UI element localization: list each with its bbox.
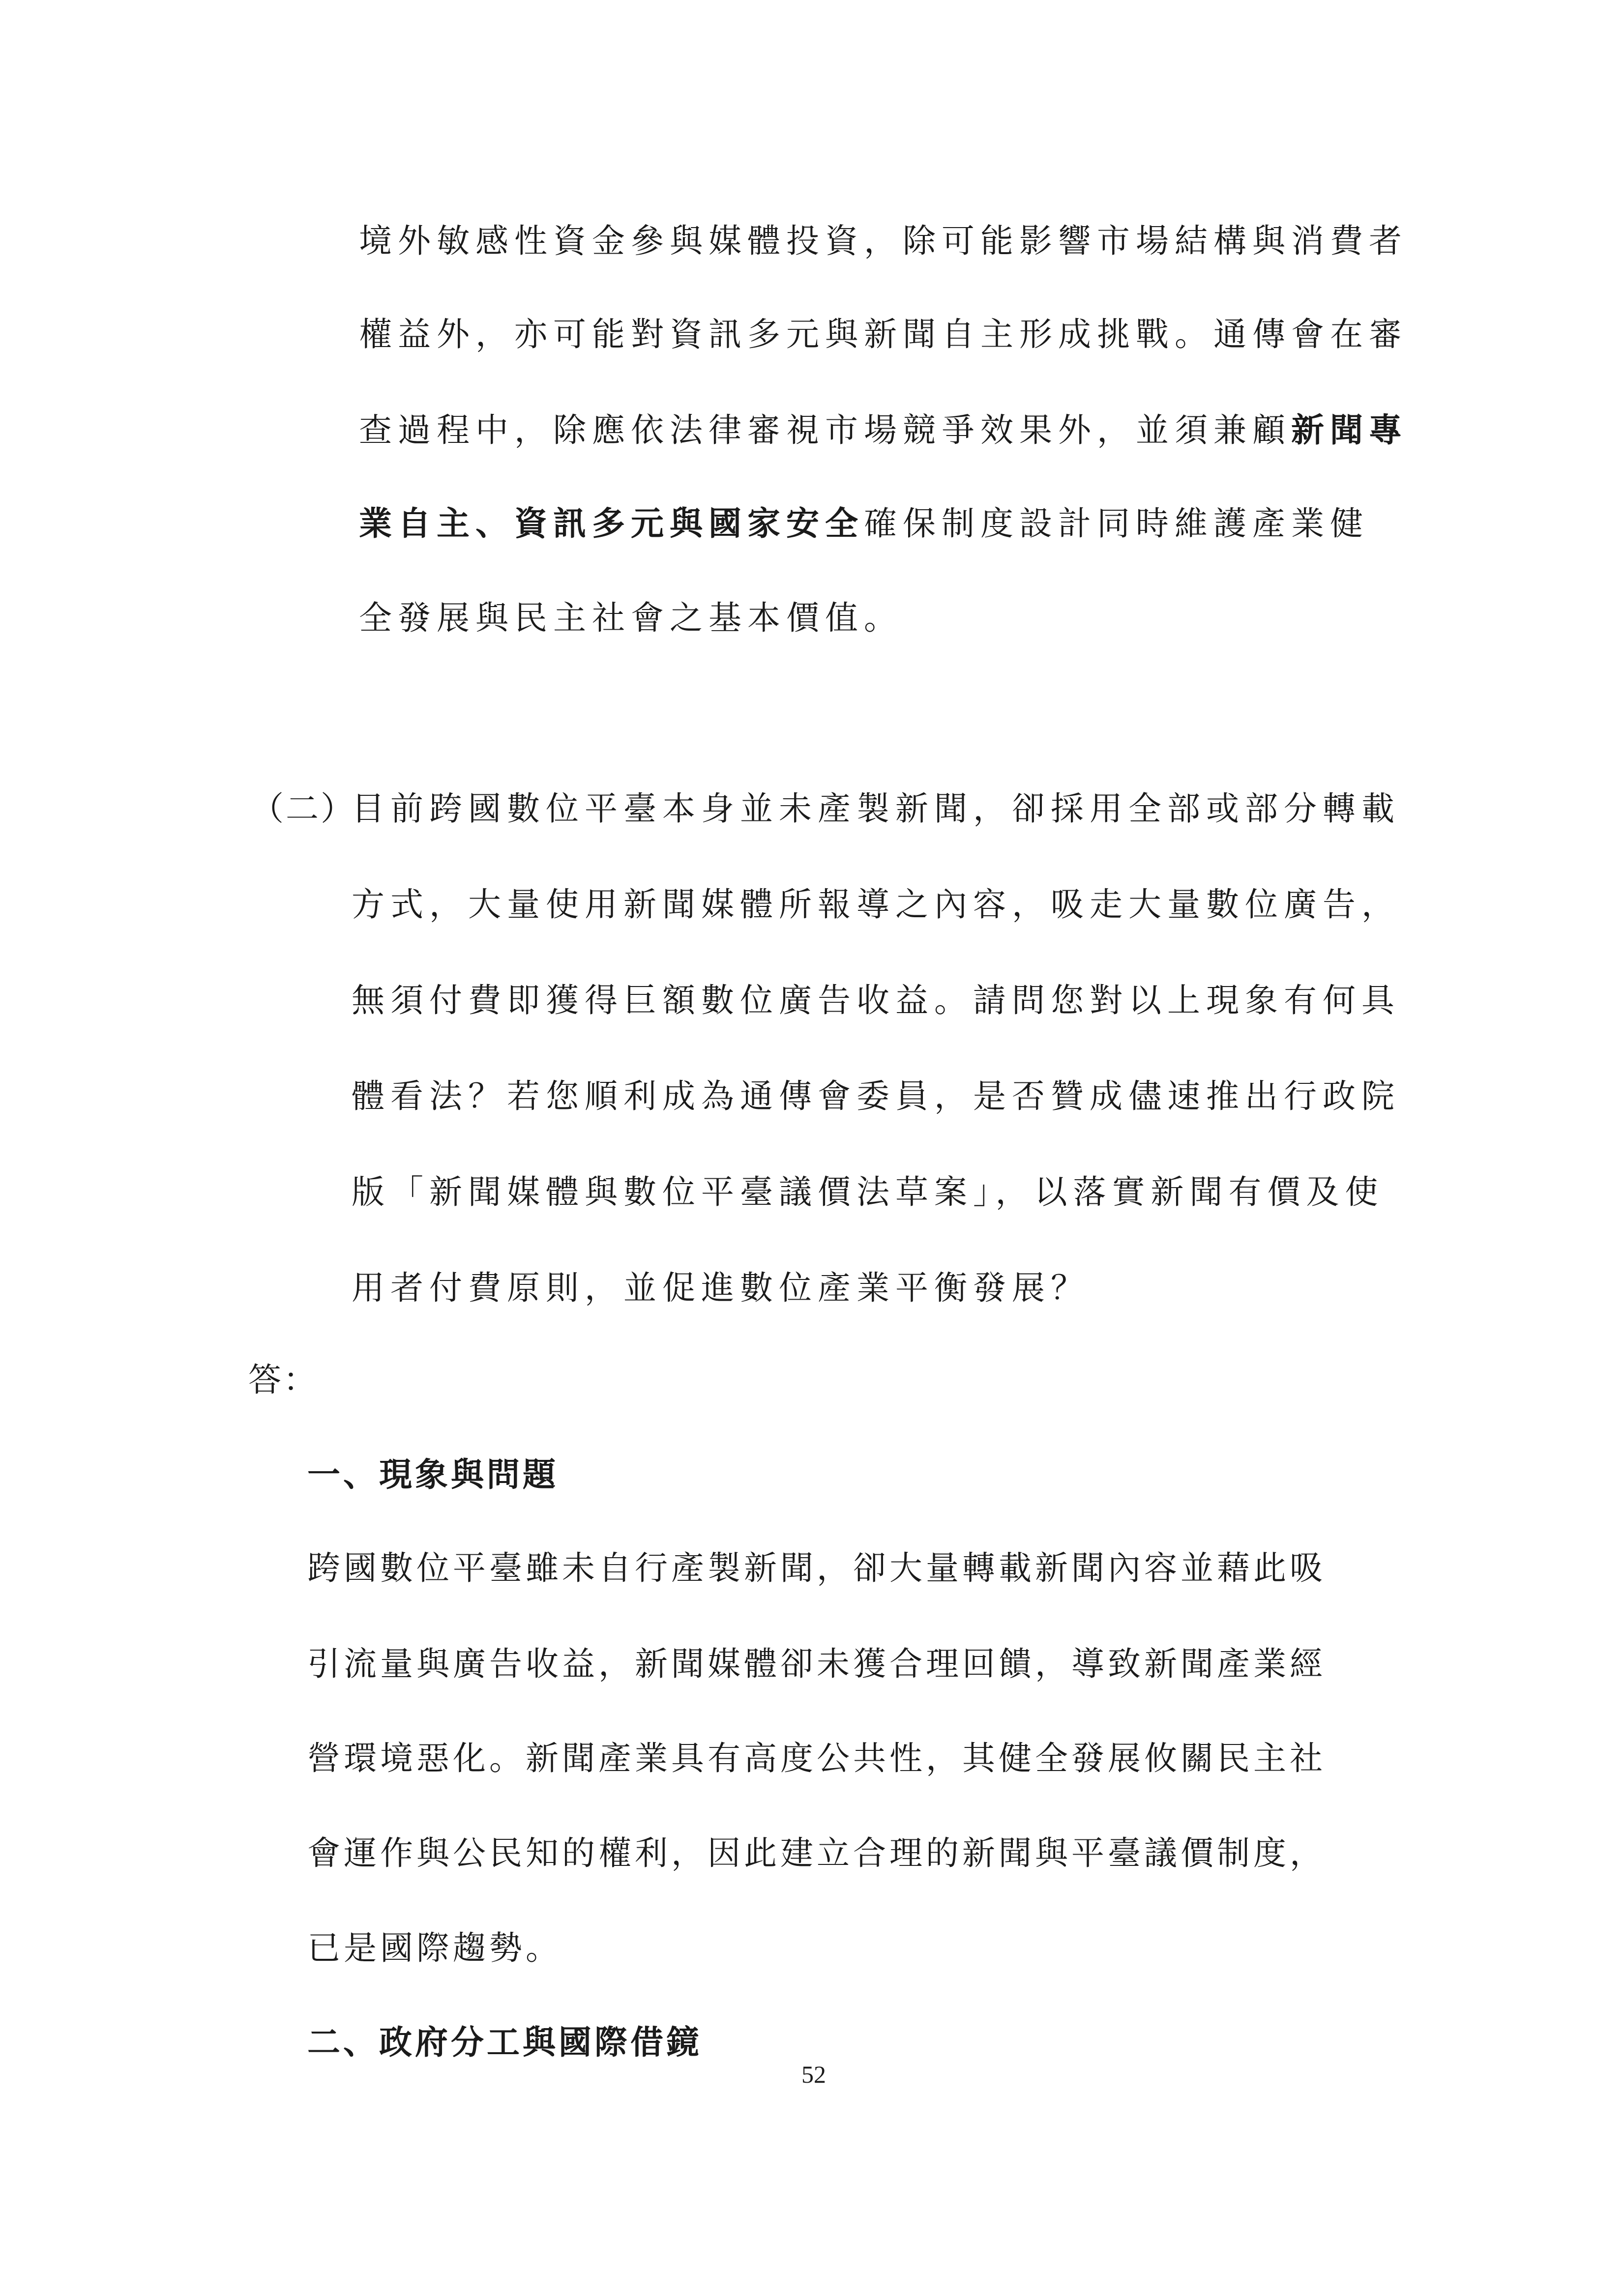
- paragraph-1-line-4-text: 確保制度設計同時維護產業健: [864, 504, 1369, 543]
- paragraph-1-line-2: 權益外，亦可能對資訊多元與新聞自主形成挑戰。通傳會在審: [359, 315, 1408, 353]
- section-1-line-1: 跨國數位平臺雖未自行產製新聞，卻大量轉載新聞內容並藉此吸: [307, 1549, 1326, 1587]
- section-2-heading: 二、政府分工與國際借鏡: [307, 2023, 702, 2062]
- section-1-line-5: 已是國際趨勢。: [307, 1929, 562, 1967]
- answer-label: 答：: [248, 1361, 318, 1399]
- page-number: 52: [801, 2061, 826, 2088]
- question-2-line-2: 方式，大量使用新聞媒體所報導之內容，吸走大量數位廣告，: [352, 885, 1400, 924]
- section-1-heading: 一、現象與問題: [307, 1455, 559, 1494]
- paragraph-1-line-3-text: 查過程中，除應依法律審視市場競爭效果外，並須兼顧: [359, 411, 1291, 449]
- section-1-line-2: 引流量與廣告收益，新聞媒體卻未獲合理回饋，導致新聞產業經: [307, 1645, 1326, 1683]
- section-1-line-3: 營環境惡化。新聞產業具有高度公共性，其健全發展攸關民主社: [307, 1739, 1326, 1777]
- paragraph-1-bold-b: 業自主、資訊多元與國家安全: [359, 504, 864, 543]
- question-2-marker: （二）: [251, 789, 355, 828]
- paragraph-1-line-1: 境外敏感性資金參與媒體投資，除可能影響市場結構與消費者: [359, 222, 1408, 260]
- section-1-line-4: 會運作與公民知的權利，因此建立合理的新聞與平臺議價制度，: [307, 1834, 1326, 1872]
- paragraph-1-line-5: 全發展與民主社會之基本價值。: [359, 599, 903, 637]
- paragraph-1-line-3: [359, 408, 1408, 452]
- question-2-line-6: 用者付費原則，並促進數位產業平衡發展？: [352, 1269, 1090, 1307]
- paragraph-1-bold-a: 新聞專: [1291, 410, 1408, 449]
- question-2-line-4: 體看法？若您順利成為通傳會委員，是否贊成儘速推出行政院: [352, 1077, 1400, 1115]
- question-2-line-3: 無須付費即獲得巨額數位廣告收益。請問您對以上現象有何具: [352, 981, 1400, 1019]
- question-2-line-1: 目前跨國數位平臺本身並未產製新聞，卻採用全部或部分轉載: [352, 789, 1400, 828]
- paragraph-1-line-4: [359, 501, 1369, 546]
- question-2-line-5: 版「新聞媒體與數位平臺議價法草案」，以落實新聞有價及使: [352, 1173, 1384, 1211]
